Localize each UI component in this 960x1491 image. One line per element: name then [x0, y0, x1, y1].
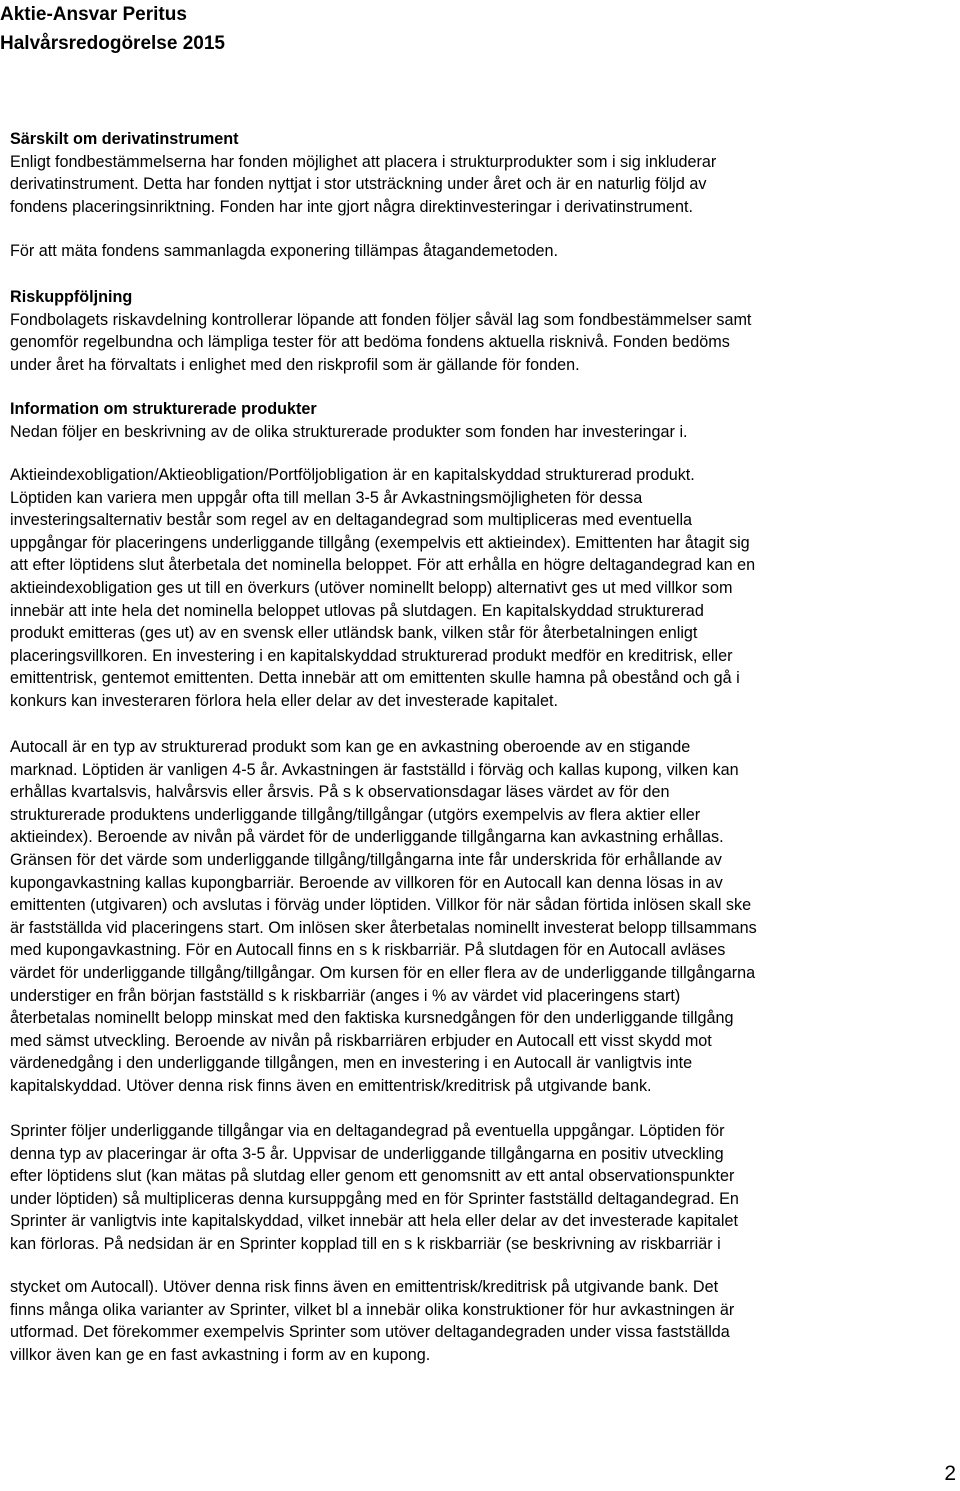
text-line: under året ha förvaltats i enlighet med den riskprofil som är gällande för fonden. [10, 355, 580, 374]
section-7 [10, 1276, 910, 1366]
text-line: fondens placeringsinriktning. Fonden har inte gjort några direktinvesteringar i derivatinstrument. [10, 197, 693, 216]
text-line: investeringsalternativ består som regel av en deltagandegrad som multipliceras med eventuella [10, 511, 693, 530]
section-2 [10, 286, 910, 376]
text-line: genomför regelbundna och lämpliga tester för att bedöma fondens aktuella risknivå. Fonden bedöms [10, 333, 730, 352]
section-heading: Särskilt om derivatinstrument [10, 130, 239, 148]
text-line: kapitalskyddad. Utöver denna risk finns även en emittentrisk/kreditrisk på utgivande bank. [10, 1076, 652, 1095]
text-line: strukturerade produktens underliggande tillgång/tillgångar (utgörs exempelvis av flera aktier eller [10, 805, 701, 824]
text-line: denna typ av placeringar är ofta 3-5 år. Uppvisar de underliggande tillgångarna en positiv utveckling [10, 1144, 724, 1163]
section-1 [10, 240, 910, 263]
text-line: kupongavkastning kallas kupongbarriär. Beroende av villkoren för en Autocall kan denna lösas in av [10, 873, 723, 892]
text-line: Autocall är en typ av strukturerad produkt som kan ge en avkastning oberoende av en stigande [10, 738, 691, 756]
text-line: villkor även kan ge en fast avkastning i form av en kupong. [10, 1345, 431, 1364]
text-line: är fastställda vid placeringens start. Om inlösen sker återbetalas nominellt investerat belopp tillsammans [10, 918, 757, 937]
text-line: kan förloras. På nedsidan är en Sprinter kopplad till en s k riskbarriär (se beskrivning av riskbarriär i [10, 1234, 721, 1253]
document-header [0, 0, 225, 58]
section-0 [10, 128, 910, 218]
text-line: erhållas kvartalsvis, halvårsvis eller årsvis. På s k observationsdagar läses värdet av för den [10, 783, 670, 802]
section-heading: Information om strukturerade produkter [10, 400, 317, 418]
text-line: med sämst utveckling. Beroende av nivån på riskbarriären erbjuder en Autocall ett visst skydd mot [10, 1031, 712, 1050]
text-line: Sprinter följer underliggande tillgångar via en deltagandegrad på eventuella uppgångar. Löptiden för [10, 1122, 725, 1140]
text-line: värdet för underliggande tillgång/tillgångar. Om kursen för en eller flera av de underliggande tillgångarna [10, 963, 756, 982]
text-line: Nedan följer en beskrivning av de olika strukturerade produkter som fonden har investeringar i. [10, 422, 688, 441]
text-line: Gränsen för det värde som underliggande tillgång/tillgångarna inte får underskrida för erhållande av [10, 850, 722, 869]
text-line: att efter löptidens slut återbetala det nominella beloppet. För att erhålla en högre deltagandegrad kan en [10, 556, 756, 575]
text-line: innebär att inte hela det nominella beloppet utlovas på slutdagen. En kapitalskyddad strukturerad [10, 601, 704, 620]
section-heading: Riskuppföljning [10, 288, 133, 306]
text-line: marknad. Löptiden är vanligen 4-5 år. Avkastningen är fastställd i förväg och kallas kupong, vilken kan [10, 760, 739, 779]
section-3 [10, 398, 910, 443]
text-line: stycket om Autocall). Utöver denna risk finns även en emittentrisk/kreditrisk på utgivande bank. Det [10, 1278, 719, 1296]
section-4 [10, 464, 910, 713]
text-line: För att mäta fondens sammanlagda exponering tillämpas åtagandemetoden. [10, 242, 559, 260]
text-line: efter löptidens slut (kan mätas på slutdag eller genom ett genomsnitt av ett antal observationspunkter [10, 1167, 735, 1186]
text-line: aktieindex). Beroende av nivån på värdet för de underliggande tillgångarna kan avkastning erhållas. [10, 828, 724, 847]
section-6 [10, 1120, 910, 1256]
text-line: Aktieindexobligation/Aktieobligation/Portföljobligation är en kapitalskyddad strukturerad produkt. [10, 466, 695, 484]
text-line: utformad. Det förekommer exempelvis Sprinter som utöver deltagandegraden under vissa fastställda [10, 1323, 730, 1342]
text-line: derivatinstrument. Detta har fonden nyttjat i stor utsträckning under året och är en naturlig följd av [10, 175, 707, 194]
text-line: Fondbolagets riskavdelning kontrollerar löpande att fonden följer såväl lag som fondbestämmelser samt [10, 310, 752, 329]
page-number: 2 [944, 1462, 956, 1485]
text-line: Sprinter är vanligtvis inte kapitalskyddad, vilket innebär att hela eller delar av det investerade kapitalet [10, 1212, 738, 1231]
header-title: Aktie-Ansvar Peritus [0, 4, 187, 25]
text-line: understiger en från början fastställd s k riskbarriär (anges i % av värdet vid placeringens start) [10, 986, 681, 1005]
text-line: återbetalas nominellt belopp minskat med den faktiska kursnedgången för den underliggande tillgång [10, 1009, 734, 1028]
text-line: emittentrisk, gentemot emittenten. Detta innebär att om emittenten skulle hamna på obestånd och gå i [10, 669, 740, 688]
text-line: konkurs kan investeraren förlora hela eller delar av det investerade kapitalet. [10, 691, 558, 710]
text-line: produkt emitteras (ges ut) av en svensk eller utländsk bank, vilken står för återbetalningen enligt [10, 624, 698, 643]
text-line: finns många olika varianter av Sprinter, vilket bl a innebär olika konstruktioner för hur avkastningen är [10, 1300, 735, 1319]
text-line: Enligt fondbestämmelserna har fonden möjlighet att placera i strukturprodukter som i sig inkluderar [10, 152, 717, 171]
header-subtitle: Halvårsredogörelse 2015 [0, 33, 225, 54]
text-line: Löptiden kan variera men uppgår ofta till mellan 3-5 år Avkastningsmöjligheten för dessa [10, 488, 643, 507]
text-line: under löptiden) så multipliceras denna kursuppgång med en för Sprinter fastställd deltagandegrad. En [10, 1189, 739, 1208]
text-line: värdenedgång i den underliggande tillgången, men en investering i en Autocall är vanligtvis inte [10, 1054, 693, 1073]
text-line: med kupongavkastning. För en Autocall finns en s k riskbarriär. På slutdagen för en Autocall avläses [10, 941, 726, 960]
text-line: placeringsvillkoren. En investering i en kapitalskyddad strukturerad produkt medför en kreditrisk, eller [10, 646, 733, 665]
section-5 [10, 736, 910, 1098]
text-line: uppgångar för placeringens underliggande tillgång (exempelvis ett aktieindex). Emittenten har åtagit sig [10, 533, 750, 552]
text-line: aktieindexobligation ges ut till en överkurs (utöver nominellt belopp) alternativt ges ut med villkor som [10, 578, 733, 597]
text-line: emittenten (utgivaren) och avslutas i förväg under löptiden. Villkor för när sådan förtida inlösen skall ske [10, 896, 752, 915]
